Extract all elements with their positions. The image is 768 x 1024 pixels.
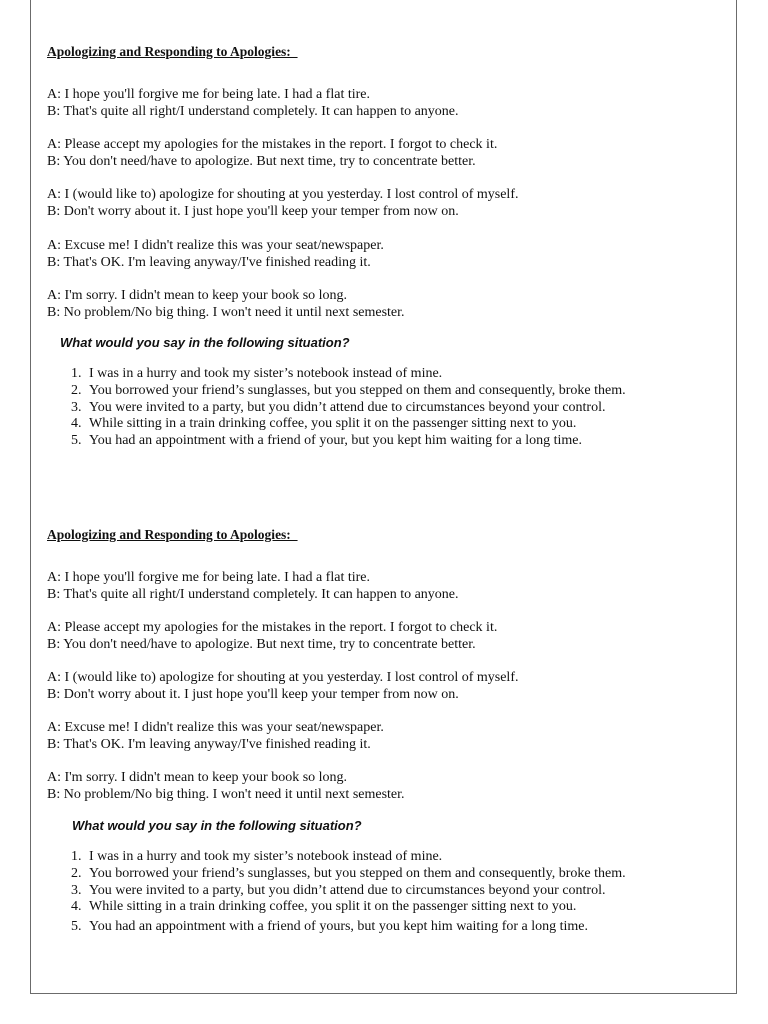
situation-item	[71, 849, 626, 866]
dialogue-line-a: A: Please accept my apologies for the mistakes in the report. I forgot to check it.	[47, 137, 498, 152]
situation-text: You borrowed your friend’s sunglasses, but you stepped on them and consequently, broke them.	[89, 865, 626, 881]
situation-number: 2.	[71, 865, 82, 881]
dialogue-5	[47, 287, 727, 321]
situation-text: You had an appointment with a friend of your, but you kept him waiting for a long time.	[89, 433, 582, 449]
dialogue-line-a: A: I (would like to) apologize for shouting at you yesterday. I lost control of myself.	[47, 670, 519, 685]
dialogue-5	[47, 769, 727, 803]
dialogue-line-b: B: No problem/No big thing. I won't need it until next semester.	[47, 787, 405, 802]
section-1-heading-block	[47, 44, 727, 60]
situation-number: 1.	[71, 366, 82, 381]
situation-number: 5.	[71, 919, 82, 935]
dialogue-line-a: A: Excuse me! I didn't realize this was your seat/newspaper.	[47, 238, 384, 253]
question-prompt: What would you say in the following situation?	[72, 818, 362, 833]
dialogue-3	[47, 186, 727, 220]
dialogue-line-b: B: No problem/No big thing. I won't need it until next semester.	[47, 305, 405, 320]
dialogue-line-b: B: Don't worry about it. I just hope you'll keep your temper from now on.	[47, 204, 459, 219]
situation-number: 1.	[71, 849, 82, 864]
dialogue-line-b: B: That's quite all right/I understand completely. It can happen to anyone.	[47, 587, 459, 602]
situations-list	[71, 849, 626, 936]
dialogue-line-b: B: Don't worry about it. I just hope you'll keep your temper from now on.	[47, 687, 459, 702]
situations-list	[71, 366, 626, 450]
section-heading: Apologizing and Responding to Apologies:	[47, 527, 298, 542]
situation-text: I was in a hurry and took my sister’s notebook instead of mine.	[89, 849, 443, 864]
section-heading: Apologizing and Responding to Apologies:	[47, 44, 298, 59]
situation-text: You borrowed your friend’s sunglasses, but you stepped on them and consequently, broke them.	[89, 382, 626, 398]
situation-number: 2.	[71, 382, 82, 398]
situation-item	[71, 883, 626, 900]
dialogue-line-b: B: You don't need/have to apologize. But next time, try to concentrate better.	[47, 154, 476, 169]
question-prompt: What would you say in the following situation?	[60, 335, 350, 350]
dialogue-line-a: A: I (would like to) apologize for shouting at you yesterday. I lost control of myself.	[47, 187, 519, 202]
situation-item	[71, 433, 626, 450]
situation-text: You were invited to a party, but you didn’t attend due to circumstances beyond your control.	[89, 399, 606, 415]
situation-item	[71, 400, 626, 417]
situation-number: 5.	[71, 433, 82, 449]
dialogue-3	[47, 669, 727, 703]
dialogue-4	[47, 719, 727, 753]
dialogue-line-b: B: You don't need/have to apologize. But next time, try to concentrate better.	[47, 637, 476, 652]
dialogue-4	[47, 237, 727, 271]
situation-item	[71, 383, 626, 400]
situation-item	[71, 416, 626, 433]
situation-item	[71, 866, 626, 883]
dialogue-2	[47, 619, 727, 653]
dialogue-line-b: B: That's OK. I'm leaving anyway/I've finished reading it.	[47, 255, 371, 270]
dialogue-2	[47, 136, 727, 170]
dialogue-line-a: A: I'm sorry. I didn't mean to keep your book so long.	[47, 770, 348, 785]
situation-text: You had an appointment with a friend of yours, but you kept him waiting for a long time.	[89, 919, 589, 935]
situation-text: You were invited to a party, but you didn’t attend due to circumstances beyond your control.	[89, 882, 606, 898]
situation-item	[71, 366, 626, 383]
dialogue-line-a: A: Excuse me! I didn't realize this was your seat/newspaper.	[47, 720, 384, 735]
section-2-heading-block	[47, 527, 727, 543]
dialogue-1	[47, 569, 727, 603]
dialogue-1	[47, 86, 727, 120]
dialogue-line-a: A: I hope you'll forgive me for being late. I had a flat tire.	[47, 87, 370, 102]
situation-number: 4.	[71, 416, 82, 432]
dialogue-line-b: B: That's OK. I'm leaving anyway/I've finished reading it.	[47, 737, 371, 752]
situation-number: 4.	[71, 899, 82, 915]
dialogue-line-a: A: Please accept my apologies for the mistakes in the report. I forgot to check it.	[47, 620, 498, 635]
dialogue-line-a: A: I'm sorry. I didn't mean to keep your book so long.	[47, 288, 348, 303]
situation-number: 3.	[71, 399, 82, 415]
dialogue-line-a: A: I hope you'll forgive me for being late. I had a flat tire.	[47, 570, 370, 585]
situation-item	[71, 899, 626, 916]
situation-item	[71, 919, 626, 936]
situation-text: While sitting in a train drinking coffee, you split it on the passenger sitting next to you.	[89, 899, 577, 915]
situation-text: While sitting in a train drinking coffee, you split it on the passenger sitting next to you.	[89, 416, 577, 432]
situation-number: 3.	[71, 882, 82, 898]
situation-text: I was in a hurry and took my sister’s notebook instead of mine.	[89, 366, 443, 381]
dialogue-line-b: B: That's quite all right/I understand completely. It can happen to anyone.	[47, 104, 459, 119]
